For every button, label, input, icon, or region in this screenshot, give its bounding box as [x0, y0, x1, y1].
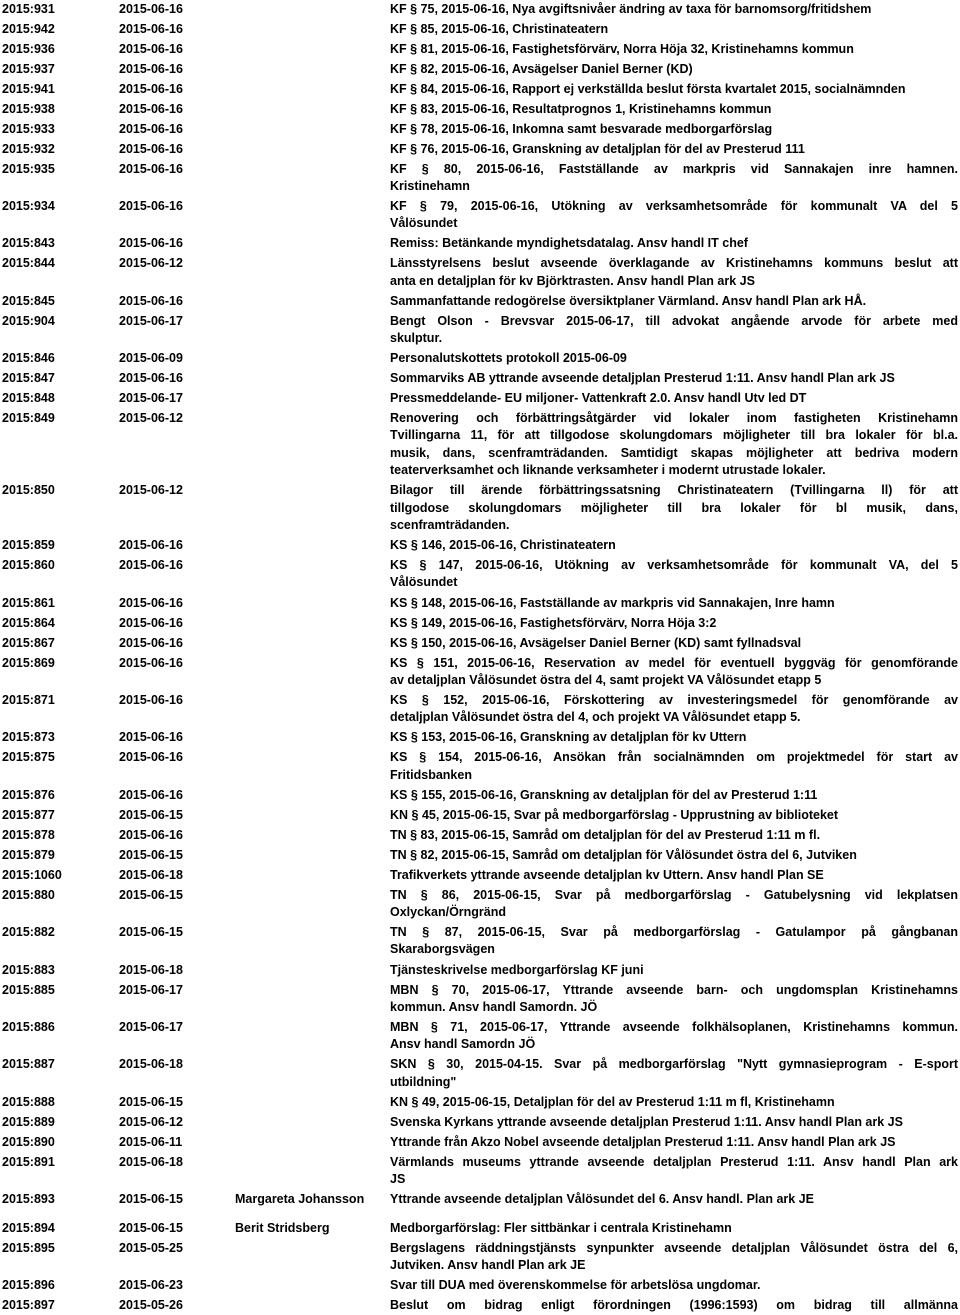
diary-number: 2015:879 — [2, 847, 55, 862]
description-line: KF § 79, 2015-06-16, Utökning av verksamhetsområde för kommunalt VA del 5 — [390, 198, 958, 213]
entry-date: 2015-06-16 — [119, 615, 183, 630]
diary-number: 2015:894 — [2, 1220, 55, 1235]
description-line: TN § 82, 2015-06-15, Samråd om detaljplan för Vålösundet östra del 6, Jutviken — [390, 847, 857, 862]
entry-description — [390, 827, 958, 844]
diary-number: 2015:867 — [2, 635, 55, 650]
description-line: Skaraborgsvägen — [390, 942, 495, 957]
entry-description — [390, 235, 958, 252]
entry-date: 2015-06-16 — [119, 635, 183, 650]
description-line: utbildning" — [390, 1074, 457, 1089]
description-line: KF § 75, 2015-06-16, Nya avgiftsnivåer ändring av taxa för barnomsorg/fritidshem — [390, 1, 872, 16]
diary-number: 2015:937 — [2, 61, 55, 76]
entry-description — [390, 749, 958, 784]
entry-date: 2015-06-15 — [119, 1192, 183, 1207]
entry-description — [390, 1220, 958, 1237]
description-line: Vålösundet — [390, 216, 458, 231]
entry-date: 2015-06-16 — [119, 538, 183, 553]
entry-date: 2015-06-16 — [119, 21, 183, 36]
entry-description — [390, 370, 958, 387]
description-line: SKN § 30, 2015-04-15. Svar på medborgarförslag "Nytt gymnasieprogram - E-sport — [390, 1057, 958, 1072]
description-line: Kristinehamn — [390, 178, 470, 193]
diary-number: 2015:848 — [2, 391, 55, 406]
entry-description — [390, 692, 958, 727]
entry-description — [390, 1240, 958, 1275]
description-line: Beslut om bidrag enligt förordningen (1996:1593) om bidrag till allmänna — [390, 1298, 958, 1313]
description-line: Sammanfattande redogörelse översiktplaner Värmland. Ansv handl Plan ark HÅ. — [390, 293, 867, 308]
entry-description — [390, 1019, 958, 1054]
diary-number: 2015:890 — [2, 1134, 55, 1149]
description-line: Svar till DUA med överenskommelse för arbetslösa ungdomar. — [390, 1278, 761, 1293]
diary-number: 2015:869 — [2, 655, 55, 670]
entry-date: 2015-06-17 — [119, 391, 183, 406]
description-line: Bergslagens räddningstjänsts synpunkter avseende detaljplan Vålösundet östra del 6, — [390, 1240, 958, 1255]
entry-date: 2015-06-15 — [119, 925, 183, 940]
diary-number: 2015:850 — [2, 483, 55, 498]
description-line: Yttrande från Akzo Nobel avseende detaljplan Presterud 1:11. Ansv handl Plan ark JS — [390, 1134, 896, 1149]
entry-date: 2015-06-16 — [119, 371, 183, 386]
entry-description — [390, 787, 958, 804]
diary-number: 2015:888 — [2, 1094, 55, 1109]
description-line: KF § 76, 2015-06-16, Granskning av detaljplan för del av Presterud 111 — [390, 141, 805, 156]
entry-date: 2015-06-16 — [119, 1, 183, 16]
entry-date: 2015-06-16 — [119, 141, 183, 156]
entry-description — [390, 293, 958, 310]
person-name: Margareta Johansson — [235, 1192, 365, 1207]
description-line: KS § 155, 2015-06-16, Granskning av detaljplan för del av Presterud 1:11 — [390, 787, 818, 802]
entry-date: 2015-06-23 — [119, 1278, 183, 1293]
description-line: KF § 84, 2015-06-16, Rapport ej verkställda beslut första kvartalet 2015, socialnämnden — [390, 81, 906, 96]
entry-date: 2015-06-18 — [119, 1057, 183, 1072]
entry-description — [390, 615, 958, 632]
description-line: TN § 87, 2015-06-15, Svar på medborgarförslag - Gatulampor på gångbanan — [390, 925, 958, 940]
description-line: Pressmeddelande- EU miljoner- Vattenkraft 2.0. Ansv handl Utv led DT — [390, 391, 807, 406]
entry-date: 2015-06-12 — [119, 483, 183, 498]
description-line: Tjänsteskrivelse medborgarförslag KF juni — [390, 962, 644, 977]
entry-description — [390, 121, 958, 138]
description-line: Jutviken. Ansv handl Plan ark JE — [390, 1258, 586, 1273]
entry-description — [390, 807, 958, 824]
diary-number: 2015:895 — [2, 1240, 55, 1255]
description-line: Bengt Olson - Brevsvar 2015-06-17, till advokat angående arvode för arbete med — [390, 313, 958, 328]
entry-description — [390, 1297, 958, 1314]
diary-number: 2015:859 — [2, 538, 55, 553]
description-line: Oxlyckan/Örngränd — [390, 905, 507, 920]
diary-number: 2015:1060 — [2, 867, 62, 882]
diary-number: 2015:844 — [2, 256, 55, 271]
entry-description — [390, 161, 958, 196]
description-line: KS § 150, 2015-06-16, Avsägelser Daniel Berner (KD) samt fyllnadsval — [390, 635, 802, 650]
entry-date: 2015-05-26 — [119, 1298, 183, 1313]
entry-date: 2015-06-16 — [119, 61, 183, 76]
entry-date: 2015-06-16 — [119, 293, 183, 308]
diary-number: 2015:936 — [2, 41, 55, 56]
entry-date: 2015-06-16 — [119, 236, 183, 251]
entry-description — [390, 350, 958, 367]
description-line: KF § 81, 2015-06-16, Fastighetsförvärv, Norra Höja 32, Kristinehamns kommun — [390, 41, 854, 56]
diary-number: 2015:893 — [2, 1192, 55, 1207]
entry-date: 2015-06-15 — [119, 887, 183, 902]
entry-date: 2015-06-16 — [119, 198, 183, 213]
entry-date: 2015-06-11 — [119, 1134, 183, 1149]
entry-description — [390, 729, 958, 746]
entry-description — [390, 482, 958, 534]
entry-date: 2015-06-16 — [119, 558, 183, 573]
description-line: KF § 83, 2015-06-16, Resultatprognos 1, Kristinehamns kommun — [390, 101, 772, 116]
entry-date: 2015-06-16 — [119, 827, 183, 842]
entry-date: 2015-06-18 — [119, 867, 183, 882]
description-line: KS § 149, 2015-06-16, Fastighetsförvärv, Norra Höja 3:2 — [390, 615, 717, 630]
diary-number: 2015:934 — [2, 198, 55, 213]
diary-number: 2015:931 — [2, 1, 55, 16]
description-line: av detaljplan Vålösundet östra del 4, samt projekt VA Vålösundet etapp 5 — [390, 672, 822, 687]
diary-number: 2015:933 — [2, 121, 55, 136]
entry-description — [390, 1277, 958, 1294]
description-line: teaterverksamhet och liknande verksamheter i modernt utrustade lokaler. — [390, 463, 826, 478]
entry-description — [390, 557, 958, 592]
entry-description — [390, 390, 958, 407]
diary-number: 2015:889 — [2, 1114, 55, 1129]
diary-number: 2015:875 — [2, 750, 55, 765]
diary-number: 2015:887 — [2, 1057, 55, 1072]
entry-date: 2015-06-16 — [119, 787, 183, 802]
description-line: detaljplan Vålösundet östra del 4, och projekt VA Vålösundet etapp 5. — [390, 710, 801, 725]
diary-number: 2015:904 — [2, 313, 55, 328]
entry-description — [390, 313, 958, 348]
description-line: Bilagor till ärende förbättringssatsning Christinateatern (Tvillingarna ll) för att — [390, 483, 958, 498]
description-line: Fritidsbanken — [390, 767, 472, 782]
entry-description — [390, 537, 958, 554]
diary-number: 2015:845 — [2, 293, 55, 308]
entry-description — [390, 255, 958, 290]
entry-description — [390, 1114, 958, 1131]
diary-number: 2015:932 — [2, 141, 55, 156]
description-line: KN § 49, 2015-06-15, Detaljplan för del av Presterud 1:11 m fl, Kristinehamn — [390, 1094, 835, 1109]
description-line: Värmlands museums yttrande avseende detaljplan Presterud 1:11. Ansv handl Plan ark — [390, 1154, 958, 1169]
diary-number: 2015:878 — [2, 827, 55, 842]
entry-date: 2015-06-16 — [119, 655, 183, 670]
diary-number: 2015:882 — [2, 925, 55, 940]
description-line: TN § 86, 2015-06-15, Svar på medborgarförslag - Gatubelysning vid lekplatsen — [390, 887, 958, 902]
entry-date: 2015-06-15 — [119, 1220, 183, 1235]
diary-number: 2015:846 — [2, 351, 55, 366]
description-line: KN § 45, 2015-06-15, Svar på medborgarförslag - Upprustning av biblioteket — [390, 807, 839, 822]
description-line: MBN § 70, 2015-06-17, Yttrande avseende barn- och ungdomsplan Kristinehamns — [390, 982, 958, 997]
diary-number: 2015:873 — [2, 730, 55, 745]
description-line: Personalutskottets protokoll 2015-06-09 — [390, 351, 627, 366]
diary-number: 2015:843 — [2, 236, 55, 251]
description-line: KF § 78, 2015-06-16, Inkomna samt besvarade medborgarförslag — [390, 121, 773, 136]
entry-date: 2015-06-16 — [119, 750, 183, 765]
entry-date: 2015-06-12 — [119, 411, 183, 426]
entry-date: 2015-06-16 — [119, 101, 183, 116]
entry-date: 2015-06-15 — [119, 1094, 183, 1109]
entry-date: 2015-06-17 — [119, 1019, 183, 1034]
description-line: KS § 152, 2015-06-16, Förskottering av investeringsmedel för genomförande av — [390, 692, 958, 707]
description-line: Trafikverkets yttrande avseende detaljplan kv Uttern. Ansv handl Plan SE — [390, 867, 824, 882]
entry-description — [390, 962, 958, 979]
description-line: KS § 148, 2015-06-16, Fastställande av markpris vid Sannakajen, Inre hamn — [390, 595, 835, 610]
entry-description — [390, 101, 958, 118]
entry-date: 2015-06-18 — [119, 1154, 183, 1169]
description-line: Yttrande avseende detaljplan Vålösundet del 6. Ansv handl. Plan ark JE — [390, 1192, 814, 1207]
entry-date: 2015-05-25 — [119, 1240, 183, 1255]
description-line: KS § 146, 2015-06-16, Christinateatern — [390, 538, 616, 553]
description-line: Sommarviks AB yttrande avseende detaljplan Presterud 1:11. Ansv handl Plan ark JS — [390, 371, 895, 386]
description-line: Vålösundet — [390, 575, 458, 590]
entry-date: 2015-06-16 — [119, 161, 183, 176]
entry-date: 2015-06-16 — [119, 41, 183, 56]
description-line: musik, dans, scenframträdanden. Samtidigt skapas möjligheter att bedriva modern — [390, 445, 958, 460]
entry-description — [390, 887, 958, 922]
entry-description — [390, 41, 958, 58]
diary-number: 2015:891 — [2, 1154, 55, 1169]
entry-date: 2015-06-16 — [119, 692, 183, 707]
diary-number: 2015:849 — [2, 411, 55, 426]
description-line: KS § 154, 2015-06-16, Ansökan från socialnämnden om projektmedel för start av — [390, 750, 958, 765]
description-line: Medborgarförslag: Fler sittbänkar i centrala Kristinehamn — [390, 1220, 732, 1235]
entry-description — [390, 81, 958, 98]
description-line: scenframträdanden. — [390, 518, 510, 533]
description-line: anta en detaljplan för kv Björktrasten. Ansv handl Plan ark JS — [390, 273, 755, 288]
entry-date: 2015-06-17 — [119, 982, 183, 997]
entry-description — [390, 1, 958, 18]
entry-description — [390, 867, 958, 884]
diary-number: 2015:897 — [2, 1298, 55, 1313]
diary-number: 2015:896 — [2, 1278, 55, 1293]
description-line: Tvillingarna 11, för att tillgodose skolungdomars möjligheter till bra lokaler för bl.a. — [390, 428, 958, 443]
diary-number: 2015:871 — [2, 692, 55, 707]
description-line: Renovering och förbättringsåtgärder vid lokaler inom fastigheten Kristinehamn — [390, 411, 958, 426]
diary-number: 2015:938 — [2, 101, 55, 116]
entry-description — [390, 1191, 958, 1208]
entry-description — [390, 198, 958, 233]
entry-description — [390, 635, 958, 652]
description-line: KS § 153, 2015-06-16, Granskning av detaljplan för kv Uttern — [390, 730, 747, 745]
description-line: KF § 80, 2015-06-16, Fastställande av markpris vid Sannakajen inre hamnen. — [390, 161, 958, 176]
entry-date: 2015-06-17 — [119, 313, 183, 328]
diary-number: 2015:861 — [2, 595, 55, 610]
diary-number: 2015:880 — [2, 887, 55, 902]
entry-date: 2015-06-12 — [119, 256, 183, 271]
entry-description — [390, 1154, 958, 1189]
description-line: KS § 147, 2015-06-16, Utökning av verksamhetsområde för kommunalt VA, del 5 — [390, 558, 958, 573]
entry-description — [390, 61, 958, 78]
entry-date: 2015-06-16 — [119, 121, 183, 136]
diary-number: 2015:876 — [2, 787, 55, 802]
entry-description — [390, 655, 958, 690]
entry-date: 2015-06-16 — [119, 730, 183, 745]
diary-number: 2015:941 — [2, 81, 55, 96]
description-line: JS — [390, 1172, 406, 1187]
diary-number: 2015:886 — [2, 1019, 55, 1034]
entry-description — [390, 982, 958, 1017]
description-line: KF § 82, 2015-06-16, Avsägelser Daniel Berner (KD) — [390, 61, 693, 76]
entry-date: 2015-06-18 — [119, 962, 183, 977]
entry-description — [390, 1056, 958, 1091]
diary-number: 2015:883 — [2, 962, 55, 977]
diary-number: 2015:877 — [2, 807, 55, 822]
diary-number: 2015:847 — [2, 371, 55, 386]
entry-description — [390, 21, 958, 38]
diary-number: 2015:885 — [2, 982, 55, 997]
diary-number: 2015:860 — [2, 558, 55, 573]
diary-number: 2015:864 — [2, 615, 55, 630]
description-line: Remiss: Betänkande myndighetsdatalag. Ansv handl IT chef — [390, 236, 748, 251]
description-line: TN § 83, 2015-06-15, Samråd om detaljplan för del av Presterud 1:11 m fl. — [390, 827, 821, 842]
entry-date: 2015-06-09 — [119, 351, 183, 366]
entry-date: 2015-06-15 — [119, 847, 183, 862]
entry-date: 2015-06-16 — [119, 595, 183, 610]
description-line: skulptur. — [390, 331, 443, 346]
entry-description — [390, 595, 958, 612]
description-line: Länsstyrelsens beslut avseende överklagande av Kristinehamns kommuns beslut att — [390, 256, 958, 271]
description-line: Svenska Kyrkans yttrande avseende detaljplan Presterud 1:11. Ansv handl Plan ark JS — [390, 1114, 903, 1129]
description-line: kommun. Ansv handl Samordn. JÖ — [390, 999, 598, 1014]
description-line: KF § 85, 2015-06-16, Christinateatern — [390, 21, 609, 36]
diary-number: 2015:942 — [2, 21, 55, 36]
entry-date: 2015-06-12 — [119, 1114, 183, 1129]
entry-description — [390, 1094, 958, 1111]
person-name: Berit Stridsberg — [235, 1220, 330, 1235]
entry-date: 2015-06-16 — [119, 81, 183, 96]
entry-description — [390, 1134, 958, 1151]
entry-description — [390, 847, 958, 864]
entry-description — [390, 410, 958, 480]
entry-description — [390, 924, 958, 959]
entry-date: 2015-06-15 — [119, 807, 183, 822]
description-line: tillgodose skolungdomars möjligheter till bra lokaler för bl musik, dans, — [390, 500, 958, 515]
description-line: MBN § 71, 2015-06-17, Yttrande avseende folkhälsoplanen, Kristinehamns kommun. — [390, 1019, 958, 1034]
description-line: KS § 151, 2015-06-16, Reservation av medel för eventuell byggväg för genomförande — [390, 655, 958, 670]
description-line: Ansv handl Samordn JÖ — [390, 1037, 536, 1052]
diary-number: 2015:935 — [2, 161, 55, 176]
entry-description — [390, 141, 958, 158]
